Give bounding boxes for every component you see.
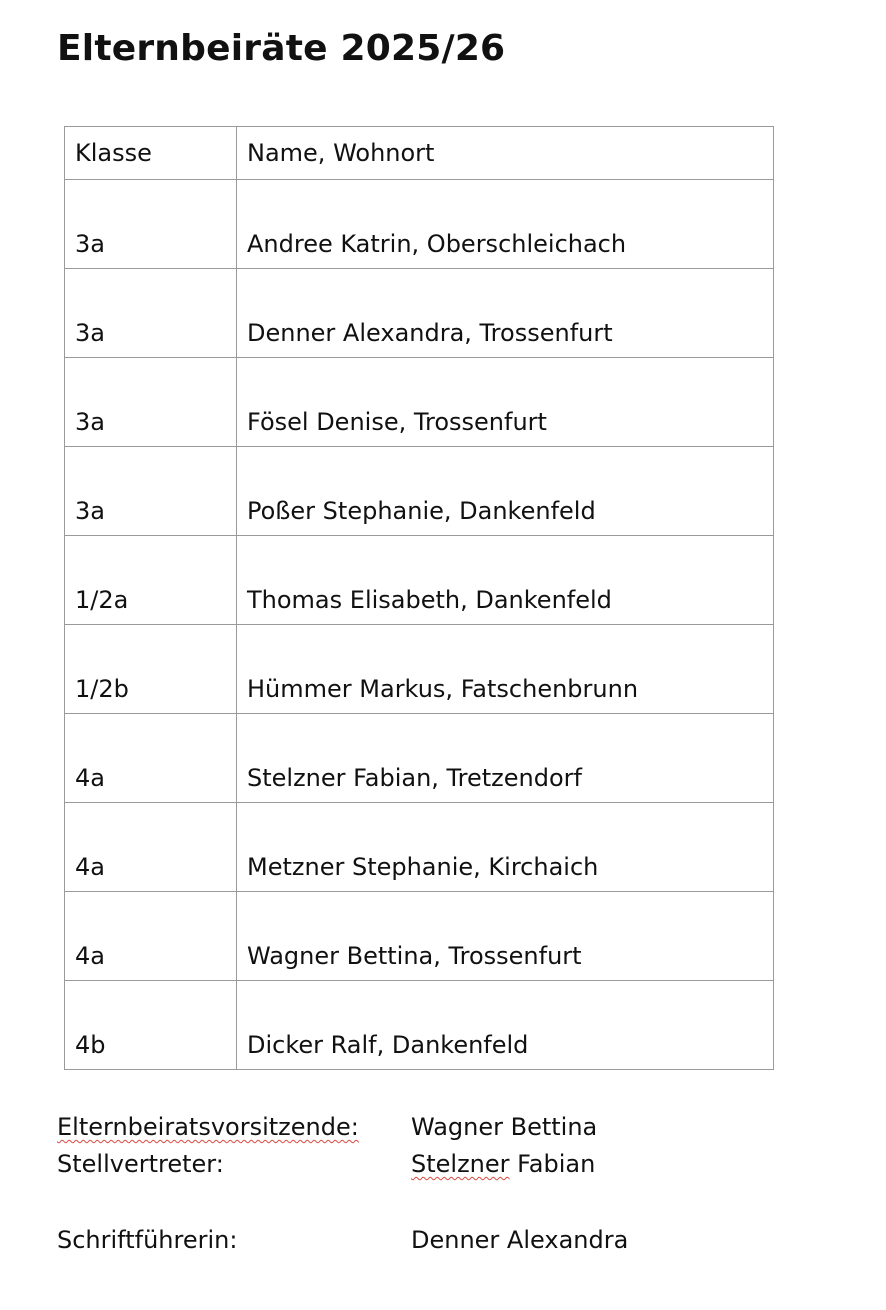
cell-klasse: 3a <box>65 180 237 269</box>
cell-klasse: 1/2b <box>65 625 237 714</box>
cell-name-wohnort: Denner Alexandra, Trossenfurt <box>237 269 774 358</box>
cell-klasse: 3a <box>65 269 237 358</box>
table-row <box>65 536 774 625</box>
table-header-row <box>65 127 774 180</box>
table-row <box>65 714 774 803</box>
role-chair-name: Wagner Bettina <box>411 1113 598 1141</box>
table-row <box>65 803 774 892</box>
role-secretary-name: Denner Alexandra <box>411 1226 629 1254</box>
table-row <box>65 180 774 269</box>
cell-name-wohnort: Metzner Stephanie, Kirchaich <box>237 803 774 892</box>
cell-name-wohnort: Andree Katrin, Oberschleichach <box>237 180 774 269</box>
cell-klasse: 4a <box>65 803 237 892</box>
cell-name-wohnort: Hümmer Markus, Fatschenbrunn <box>237 625 774 714</box>
cell-name-wohnort: Stelzner Fabian, Tretzendorf <box>237 714 774 803</box>
cell-klasse: 4b <box>65 981 237 1070</box>
cell-klasse: 3a <box>65 447 237 536</box>
page-title: Elternbeiräte 2025/26 <box>57 28 506 69</box>
members-table <box>64 126 774 1070</box>
role-deputy-label: Stellvertreter: <box>57 1150 224 1178</box>
role-deputy-name <box>411 1150 595 1178</box>
header-name-wohnort: Name, Wohnort <box>237 127 774 180</box>
table-row <box>65 981 774 1070</box>
cell-klasse: 4a <box>65 714 237 803</box>
cell-klasse: 4a <box>65 892 237 981</box>
cell-klasse: 3a <box>65 358 237 447</box>
role-deputy-name-surname: Stelzner <box>411 1150 510 1178</box>
cell-name-wohnort: Fösel Denise, Trossenfurt <box>237 358 774 447</box>
table-row <box>65 358 774 447</box>
role-secretary-label: Schriftführerin: <box>57 1226 238 1254</box>
table-row <box>65 447 774 536</box>
header-klasse: Klasse <box>65 127 237 180</box>
cell-name-wohnort: Thomas Elisabeth, Dankenfeld <box>237 536 774 625</box>
role-chair-label: Elternbeiratsvorsitzende: <box>57 1113 359 1141</box>
table-row <box>65 892 774 981</box>
table-row <box>65 625 774 714</box>
cell-name-wohnort: Dicker Ralf, Dankenfeld <box>237 981 774 1070</box>
table-row <box>65 269 774 358</box>
cell-klasse: 1/2a <box>65 536 237 625</box>
cell-name-wohnort: Poßer Stephanie, Dankenfeld <box>237 447 774 536</box>
cell-name-wohnort: Wagner Bettina, Trossenfurt <box>237 892 774 981</box>
role-deputy-name-given: Fabian <box>509 1150 596 1178</box>
